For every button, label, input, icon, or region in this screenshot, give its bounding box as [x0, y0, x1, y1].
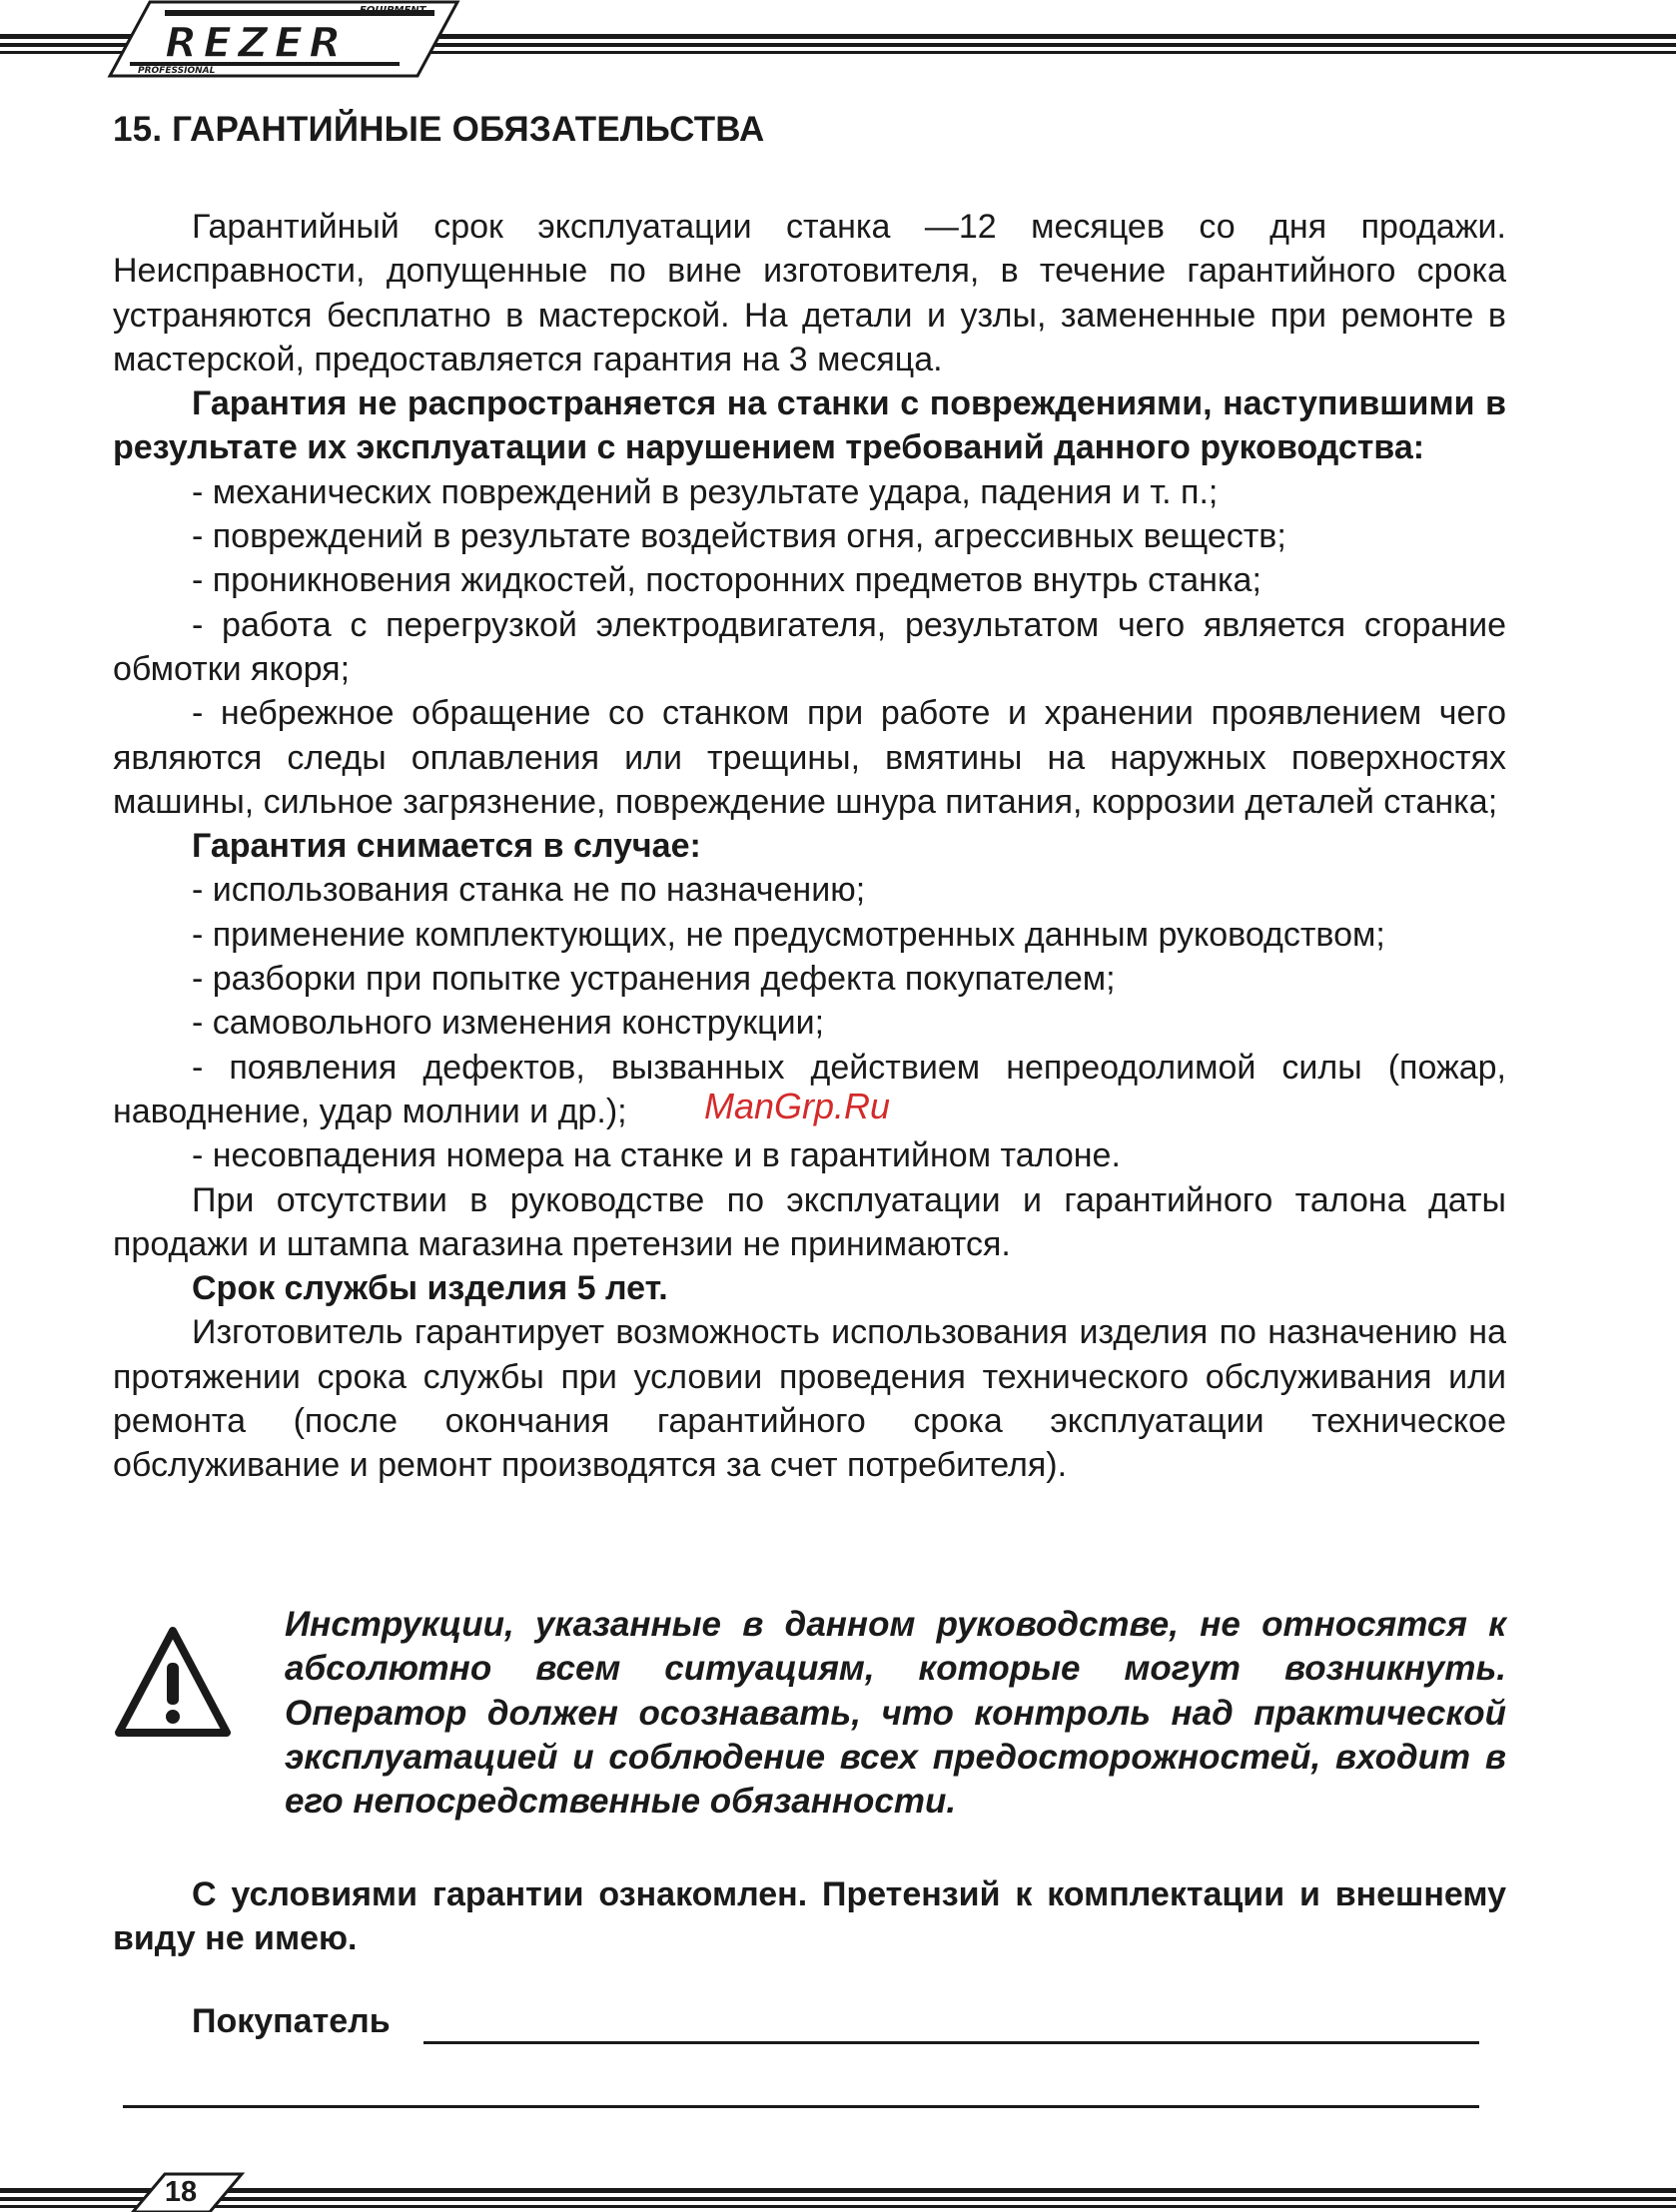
- list-item: - самовольного изменения конструкции;: [192, 1004, 825, 1043]
- list-item: - повреждений в результате воздействия огня, агрессивных веществ;: [192, 517, 1286, 556]
- list-item: - работа с перегрузкой электродвигателя, результатом чего является сгорание обмотки якоря;: [113, 605, 1506, 688]
- list-item: - использования станка не по назначению;: [192, 871, 866, 910]
- list-item: - разборки при попытке устранения дефекта покупателем;: [192, 960, 1116, 999]
- header-stripes: [0, 0, 1676, 80]
- paragraph-bold: Гарантия не распространяется на станки с повреждениями, наступившими в результате их эксплуатации с нарушением требований данного руководства:: [113, 384, 1506, 467]
- page-title: 15. ГАРАНТИЙНЫЕ ОБЯЗАТЕЛЬСТВА: [113, 110, 765, 149]
- logo-bottom-word: PROFESSIONAL: [138, 66, 216, 76]
- list-item: - проникновения жидкостей, посторонних предметов внутрь станка;: [192, 561, 1261, 600]
- list-item: - появления дефектов, вызванных действием непреодолимой силы (пожар, наводнение, удар молнии и др.);: [113, 1048, 1506, 1130]
- list-item: - небрежное обращение со станком при работе и хранении проявлением чего являются следы оплавления или трещины, вмятины на наружных поверхностях машины, сильное загрязнение, повреждение шнура питания, коррозии деталей станка;: [113, 694, 1506, 821]
- paragraph: Изготовитель гарантирует возможность использования изделия по назначению на протяжении срока службы при условии проведения технического обслуживания или ремонта (после окончания гарантийного срока эксплуатации техническое обслуживание и ремонт производятся за счет потребителя).: [113, 1313, 1506, 1485]
- warning-block: [113, 1603, 1506, 1843]
- paragraph: При отсутствии в руководстве по эксплуатации и гарантийного талона даты продажи и штампа магазина претензии не принимаются.: [113, 1180, 1506, 1263]
- warning-triangle-icon: [113, 1623, 233, 1741]
- watermark: ManGrp.Ru: [704, 1086, 891, 1126]
- list-item: - применение комплектующих, не предусмотренных данным руководством;: [192, 915, 1385, 954]
- signature-line[interactable]: [423, 2041, 1479, 2044]
- buyer-label: Покупатель: [192, 2002, 391, 2040]
- logo: [110, 2, 457, 76]
- page-number: 18: [164, 2176, 198, 2208]
- paragraph: Гарантийный срок эксплуатации станка —12 месяцев со дня продажи. Неисправности, допущенные по вине изготовителя, в течение гарантийного срока устраняются бесплатно в мастерской. На детали и узлы, замененные при ремонте в мастерской, предоставляется гарантия на 3 месяца.: [113, 208, 1506, 378]
- acknowledgement: С условиями гарантии ознакомлен. Претензий к комплектации и внешнему виду не имею.: [113, 1875, 1506, 1958]
- paragraph-bold: Срок службы изделия 5 лет.: [192, 1269, 668, 1308]
- logo-top-word: EQUIPMENT: [360, 5, 426, 16]
- list-item: - несовпадения номера на станке и в гарантийном талоне.: [192, 1136, 1121, 1175]
- list-item: - механических повреждений в результате удара, падения и т. п.;: [192, 472, 1219, 511]
- logo-word: REZER: [165, 18, 348, 67]
- footer-stripes: [0, 2172, 1676, 2212]
- warranty-text: [113, 205, 1506, 1488]
- warning-text: Инструкции, указанные в данном руководстве, не относятся к абсолютно всем ситуациям, которые могут возникнуть. Оператор должен осознавать, что контроль над практической эксплуатацией и соблюдение всех предосторожностей, входит в его непосредственные обязанности.: [285, 1605, 1506, 1822]
- signature-line-second[interactable]: [123, 2105, 1479, 2108]
- paragraph-bold: Гарантия снимается в случае:: [192, 827, 701, 866]
